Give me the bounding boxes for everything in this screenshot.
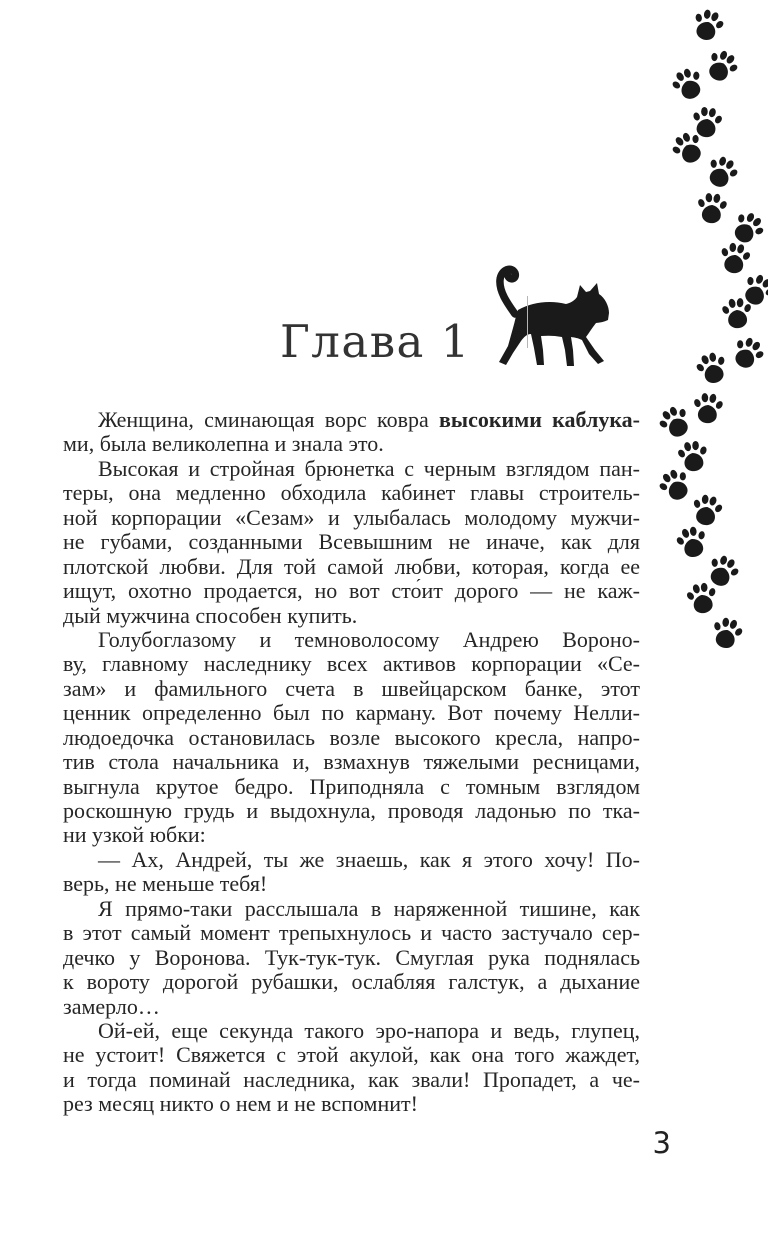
paragraph (63, 408, 640, 457)
paw-print-icon (701, 45, 743, 87)
text-line: — Ах, Андрей, ты же знаешь, как я этого хочу! По- (98, 847, 640, 872)
paragraph (63, 848, 640, 897)
page-number: 3 (652, 1126, 671, 1160)
text-line: дый мужчина способен купить. (63, 603, 358, 628)
cat-image-seam (527, 296, 528, 348)
text-line: дечко у Воронова. Тук-тук-тук. Смуглая рука поднялась (63, 945, 640, 970)
chapter-title: Глава 1 (280, 315, 471, 368)
text-line: ной корпорации «Сезам» и улыбалась молодому мужчи- (63, 505, 640, 530)
paw-trail (650, 0, 768, 660)
paragraph (63, 1019, 640, 1117)
text-line: Женщина, сминающая ворс ковра высокими каблука- (98, 408, 640, 432)
paw-print-icon (727, 332, 768, 373)
paw-print-icon (654, 401, 696, 443)
text-line: не устоит! Свяжется с этой акулой, как она того жаждет, (63, 1043, 640, 1068)
cat-icon (482, 264, 616, 370)
cat-tail (500, 269, 515, 314)
text-line: ищут, охотно продается, но вот сто́ит дорого — не каж- (63, 579, 640, 604)
paw-print-icon (692, 349, 731, 387)
text-line: Голубоглазому и темноволосому Андрею Вороно- (98, 627, 640, 652)
body-text (63, 408, 640, 1117)
paw-print-icon (691, 392, 725, 425)
text-line: ни узкой юбки: (63, 823, 206, 848)
emphasized-text: высокими каблука- (439, 408, 640, 432)
text-line: ценник определенно был по карману. Вот почему Нелли- (63, 701, 640, 726)
paw-print-icon (708, 614, 746, 651)
text-line: плотской любви. Для той самой любви, которая, когда ее (63, 554, 640, 579)
paw-print-icon (684, 580, 720, 615)
text-line: людоедочка остановилась возле высокого кресла, напро- (63, 725, 640, 750)
paragraph (63, 628, 640, 848)
text-line: ву, главному наследнику всех активов корпорации «Се- (63, 652, 640, 677)
text-line: не губами, созданными Всевышним не иначе, как для (63, 530, 640, 555)
text-line: ми, была великолепна и знала это. (63, 432, 384, 457)
text-line: тив стола начальника и, взмахнув тяжелыми ресницами, (63, 750, 640, 775)
text-line: к вороту дорогой рубашки, ослабляя галстук, а дыхание (63, 970, 640, 995)
text-line: зам» и фамильного счета в швейцарском банке, этот (63, 676, 640, 701)
paw-print-icon (688, 6, 727, 44)
paw-print-icon (667, 64, 708, 105)
text-line: теры, она медленно обходила кабинет главы строитель- (63, 481, 640, 506)
paw-print-icon (689, 105, 724, 139)
text-line: и тогда поминай наследника, как звали! Пропадет, а че- (63, 1067, 640, 1092)
paragraph (63, 457, 640, 628)
paw-print-icon (654, 464, 696, 505)
text-line: роскошную грудь и выдохнула, проводя ладонью по тка- (63, 799, 640, 823)
paw-print-icon (695, 192, 729, 225)
paw-print-icon (702, 551, 743, 592)
paw-print-icon (673, 523, 711, 560)
text-line: выгнула крутое бедро. Приподняла с томным взглядом (63, 774, 640, 799)
text-line: рез месяц никто о нем и не вспомнит! (63, 1092, 418, 1117)
text-line: Ой-ей, еще секунда такого эро-напора и ведь, глупец, (98, 1018, 640, 1043)
paw-print-icon (675, 439, 710, 473)
text-line: верь, не меньше тебя! (63, 872, 268, 897)
text-line: Высокая и стройная брюнетка с черным взглядом пан- (98, 456, 640, 481)
paragraph (63, 897, 640, 1019)
text-line: в этот самый момент трепыхнулось и часто застучало сер- (63, 921, 640, 946)
text-line: Я прямо-таки расслышала в наряженной тишине, как (98, 896, 640, 921)
paw-print-icon (701, 152, 742, 193)
text-line: замерло… (63, 994, 160, 1019)
paw-print-icon (717, 240, 753, 275)
paw-print-icon (689, 492, 726, 528)
